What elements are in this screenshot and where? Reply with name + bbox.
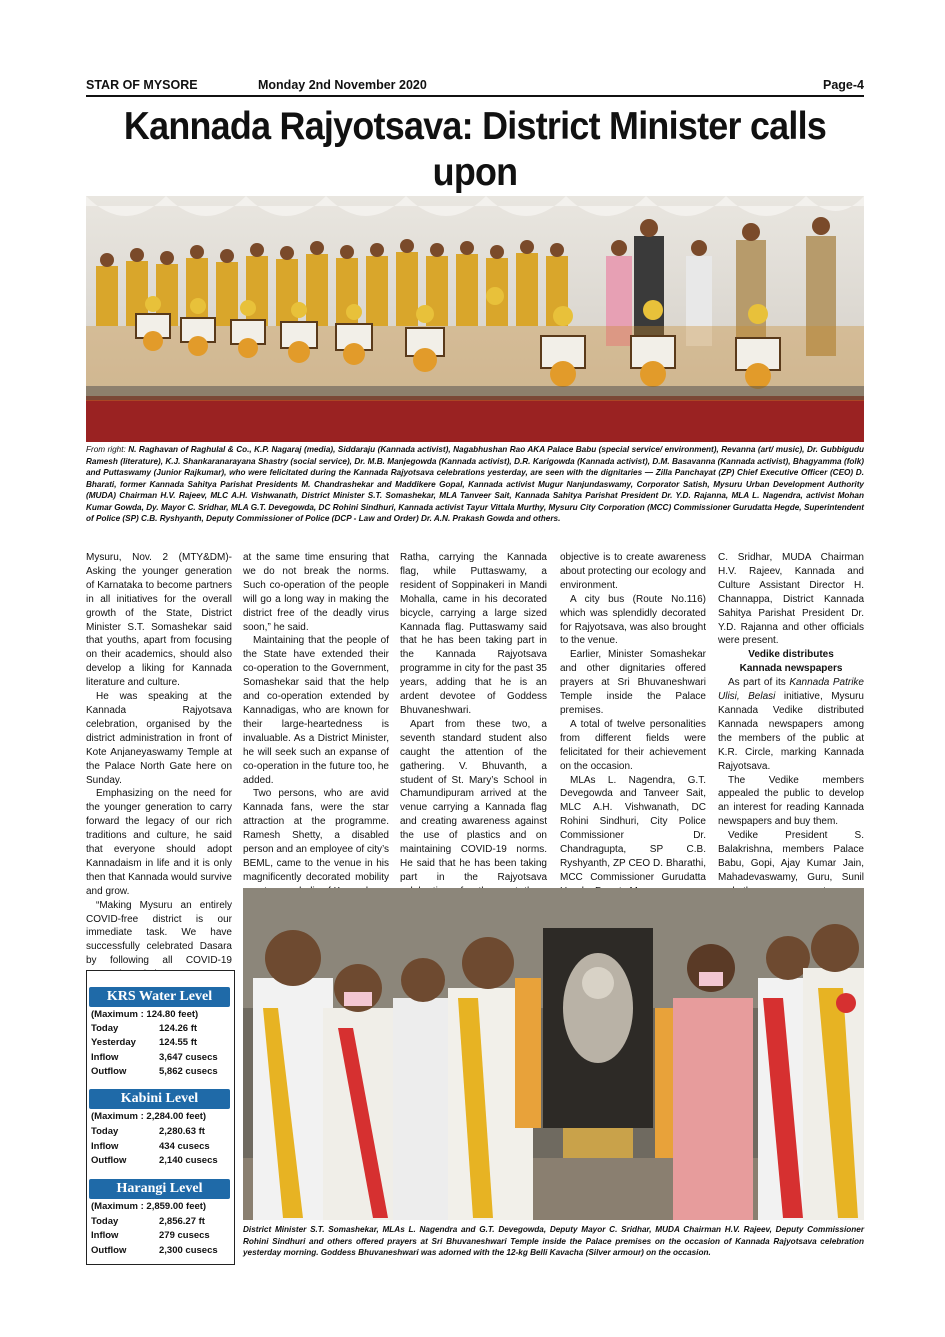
row-label: Yesterday	[91, 1037, 136, 1048]
caption-lead: From right:	[86, 445, 129, 454]
row-value: 124.55 ft	[159, 1037, 198, 1048]
water-level-box	[86, 970, 235, 1265]
row-label: Inflow	[91, 1141, 119, 1152]
article-col-1	[86, 551, 232, 982]
row-label: Today	[91, 1126, 119, 1137]
paragraph: Ratha, carrying the Kannada flag, while Puttaswamy, a resident of Soppinakeri in Mandi Mohalla, came in his decorated bicycle, carrying a large sized Kannada flag. Puttaswamy said that he has been taking part in the Kannada Rajyotsava programme in city for the past 35 years, adding that he is an ardent devotee of Goddess Bhuvaneshwari.	[400, 552, 547, 716]
row-label: Outflow	[91, 1155, 127, 1166]
subhead-line-2: Kannada newspapers	[739, 663, 843, 675]
paragraph: C. Sridhar, MUDA Chairman H.V. Rajeev, Kannada and Culture Assistant Director H. Channappa, District Kannada Sahitya Parishat President Dr. Y.D. Rajanna and other officials were present.	[718, 552, 864, 647]
publication-name: STAR OF MYSORE	[86, 78, 198, 92]
harangi-row	[91, 1245, 218, 1257]
krs-title: KRS Water Level	[89, 987, 230, 1007]
kabini-row	[91, 1141, 210, 1153]
paragraph: MLAs L. Nagendra, G.T. Devegowda and Tanveer Sait, MLC A.H. Vishwanath, DC Rohini Sindhuri, City Police Commissioner Dr. Chandragupta, SP C.B. Ryshyanth, ZP CEO D. Bharathi, MCC Commissioner Gurudatta	[560, 774, 706, 883]
paragraph	[718, 676, 864, 773]
top-photo-caption	[86, 444, 864, 525]
paragraph: The Vedike members appealed the public to develop an interest for reading Kannada newspapers and buy them.	[718, 774, 864, 828]
row-label: Today	[91, 1216, 119, 1227]
felicitation-photo	[86, 196, 864, 442]
row-value: 2,280.63 ft	[159, 1126, 205, 1137]
article-col-5	[718, 551, 864, 899]
krs-row	[91, 1023, 197, 1035]
kabini-title: Kabini Level	[89, 1089, 230, 1109]
paragraph: Apart from these two, a seventh standard student also caught the attention of the gathering. V. Bhuvanth, a student of St. Mary’s School in Chamundipuram arrived at the venue carrying a Kannada flag and creating awareness against the use of plastics and on maintaining COVID-19 norms. He said that he has been taking part in the Rajyotsava	[400, 718, 547, 883]
row-label: Outflow	[91, 1066, 127, 1077]
row-value: 2,856.27 ft	[159, 1216, 205, 1227]
subhead-line-1: Vedike distributes	[748, 649, 834, 661]
paragraph: A total of twelve personalities from different fields were felicitated for their achievement on the occasion.	[560, 718, 706, 772]
kabini-maximum: (Maximum : 2,284.00 feet)	[91, 1111, 207, 1122]
paragraph: “Making Mysuru an entirely COVID-free district is our immediate task. We have successfully celebrated Dasara by following all COVID-19	[86, 899, 232, 967]
temple-photo	[243, 888, 864, 1220]
paragraph: Maintaining that the people of the State have extended their co-operation to the Government, Somashekar said that the help and co-operation extended by Kannadigas, who are known for their large-heartedness is invaluable. As a District Minister, he will seek such an expanse of co-operation in the future too, he added.	[243, 635, 389, 786]
issue-date: Monday 2nd November 2020	[258, 78, 427, 92]
harangi-row	[91, 1230, 210, 1242]
initiative-name: Kannada Patrike Ulisi, Belasi	[718, 677, 864, 703]
header-rule	[86, 95, 864, 97]
paragraph: Vedike President S. Balakrishna, members Palace Babu, Gopi, Ajay Kumar Jain, Mahadevaswamy, Guru, Sunil	[718, 830, 864, 883]
row-value: 3,647 cusecs	[159, 1052, 218, 1063]
krs-row	[91, 1052, 218, 1064]
krs-maximum: (Maximum : 124.80 feet)	[91, 1009, 199, 1020]
row-label: Outflow	[91, 1245, 127, 1256]
paragraph: Earlier, Minister Somashekar and other dignitaries offered prayers at Sri Bhuvaneshwari Temple inside the Palace premises.	[560, 649, 706, 716]
harangi-title: Harangi Level	[89, 1179, 230, 1199]
row-value: 2,140 cusecs	[159, 1155, 218, 1166]
paragraph: Emphasizing on the need for the younger generation to carry forward the legacy of our rich traditions and culture, he said that everyone should adopt Kannadaism in life and it is only then that Kannada would survive and grow.	[86, 788, 232, 897]
row-value: 5,862 cusecs	[159, 1066, 218, 1077]
row-label: Inflow	[91, 1052, 119, 1063]
article-col-4	[560, 551, 706, 899]
kabini-row	[91, 1155, 218, 1167]
paragraph: He was speaking at the Kannada Rajyotsava celebration, organised by the district administration in front of Kote Anjaneyaswamy Temple at the Palace North Gate here on Sunday.	[86, 691, 232, 786]
paragraph: Two persons, who are avid Kannada fans, were the star attraction at the programme. Ramesh Shetty, a disabled person and an employee of city’s BEML, came to the venue in his magnificently decorated mobility	[243, 788, 390, 883]
harangi-maximum: (Maximum : 2,859.00 feet)	[91, 1201, 207, 1212]
page-header	[86, 78, 864, 95]
paragraph: at the same time ensuring that we do not break the norms. Such co-operation of the people will go a long way in making the district free of the deadly virus soon,” he said.	[243, 552, 389, 633]
paragraph: objective is to create awareness about protecting our ecology and environment.	[560, 552, 706, 591]
harangi-row	[91, 1216, 205, 1228]
row-value: 279 cusecs	[159, 1230, 210, 1241]
paragraph: A city bus (Route No.116) which was splendidly decorated for Rajyotsava, was also brought to the venue.	[560, 593, 706, 647]
row-value: 124.26 ft	[159, 1023, 198, 1034]
text-run: initiative, Mysuru Kannada Vedike distributed Kannada newspapers among the members of the public at K.R. Circle, marking Kannada Rajyotsava.	[718, 691, 864, 772]
page-number: Page-4	[823, 78, 864, 92]
kabini-row	[91, 1126, 205, 1138]
row-label: Today	[91, 1023, 119, 1034]
bottom-photo-caption: District Minister S.T. Somashekar, MLAs L. Nagendra and G.T. Devegowda, Deputy Mayor C. Sridhar, MUDA Chairman H.V. Rajeev, Deputy Commissioner Rohini Sindhuri and others offered prayers at Sri Bhuvaneshwari Temple inside the Palace premises on the occasion of Kannada Rajyotsava celebration yesterday morning. Goddess Bhuvaneshwari was adorned with the 12-kg Belli Kavacha (Silver armour) on the occasion.	[243, 1225, 864, 1257]
row-label: Inflow	[91, 1230, 119, 1241]
text-run: As part of its	[728, 677, 790, 689]
row-value: 2,300 cusecs	[159, 1245, 218, 1256]
krs-row	[91, 1037, 197, 1049]
caption-text: N. Raghavan of Raghulal & Co., K.P. Nagaraj (media), Siddaraju (Kannada activist), Nagabhushan Rao AKA Palace Babu (special service/ environment), Revanna (art/ music), Dr. Gubbigudu Ramesh (literature), K.J. Shankaranarayana Shastry (social service), Dr. M.B. Manjegowda (Kannada activist), D.R. Karigowda (Kannada activist), D.M. Basavanna (Kannada activist), Bhagyamma (folk) and Puttaswamy (Junior Rajkumar), who were felicitated during the Kannada Rajyotsava celebrations yesterday, are seen with the dignitaries — Zilla Panchayat (ZP) Chief Executive Officer (CEO) D. Bharati, former Kannada Sahitya Parishat Presidents M. Chandrashekar and Maddikere Gopal, Kannada activist Mugur Nanjundaswamy, Corporator Satish, Mysuru Urban Development Authority (MUDA) Chairman H.V. Rajeev, MLC A.H. Vishwanath, District Minister S.T. Somashekar, MLA Tanveer Sait, Kannada Sahitya Parishat President Dr. Y.D. Rajanna, MLA L. Nagendra, activist Mohan Kumar Gowda, Dy. Mayor C. Sridhar, MLA G.T. Devegowda, DC Rohini Sindhuri, Kannada activist Tayur Vittala Murthy, Mysuru City Corporation (MCC) Commissioner Gurudatta Hegde, Superintendent of Police (SP) C.B. Ryshyanth, Deputy Commissioner of Police (DCP - Law and Order) Dr. A.N. Prakash Gowda and others.	[86, 445, 864, 523]
row-value: 434 cusecs	[159, 1141, 210, 1152]
article-col-3	[400, 551, 547, 913]
article-col-2	[243, 551, 389, 899]
krs-row	[91, 1066, 218, 1078]
headline-line-1: Kannada Rajyotsava: District Minister calls upon	[123, 105, 827, 194]
paragraph: Mysuru, Nov. 2 (MTY&DM)- Asking the younger generation of Karnataka to become partners in all initiatives for the overall growth of the State, District Minister S.T. Somashekar said that youths, apart from focusing on their academics, should also develop a liking for Kannada literature and culture.	[86, 552, 232, 689]
